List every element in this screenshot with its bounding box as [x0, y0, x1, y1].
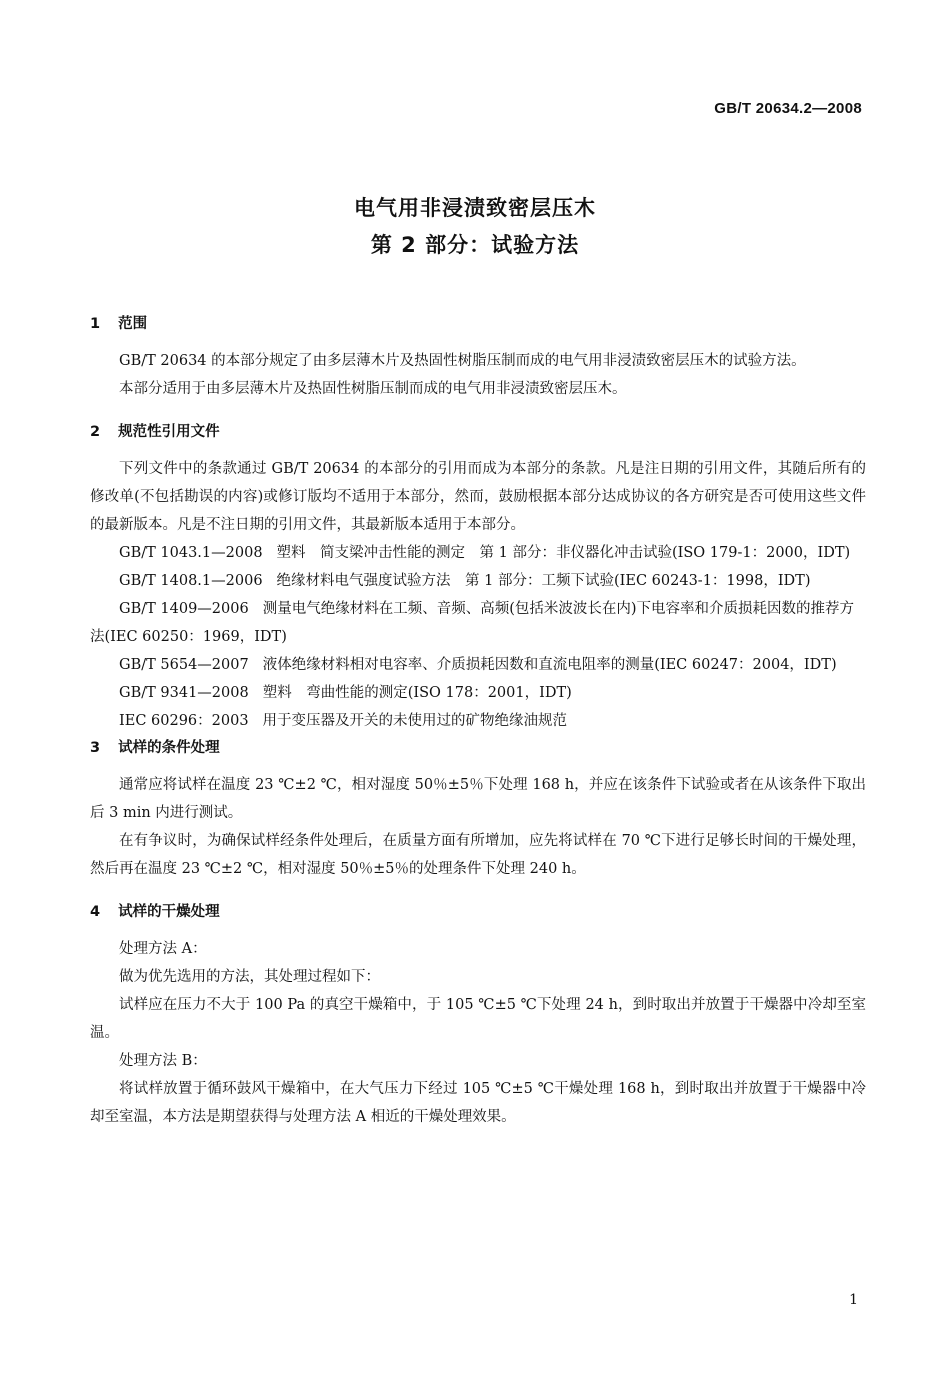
reference-item — [90, 595, 866, 651]
reference-item — [90, 679, 866, 707]
section-title: 范围 — [118, 316, 148, 332]
reference-item — [90, 651, 866, 679]
section-title: 试样的干燥处理 — [118, 904, 220, 920]
reference-item — [90, 539, 866, 567]
paragraph: 处理方法 A： — [119, 941, 207, 957]
section-title: 试样的条件处理 — [118, 740, 220, 756]
reference-text: 用于变压器及开关的未使用过的矿物绝缘油规范 — [262, 713, 568, 729]
section-heading-4 — [90, 899, 866, 925]
reference-code: GB/T 1408.1—2006 — [119, 573, 263, 589]
paragraph: 本部分适用于由多层薄木片及热固性树脂压制而成的电气用非浸渍致密层压木。 — [119, 381, 627, 397]
reference-code: GB/T 1409—2006 — [119, 601, 249, 617]
paragraph: 处理方法 B： — [119, 1053, 207, 1069]
section-number: 3 — [90, 740, 101, 756]
paragraph: 通常应将试样在温度 23 ℃±2 ℃，相对湿度 50％±5％下处理 168 h，并应在该条件下试验或者在从该条件下取出后 3 min 内进行测试。 — [90, 777, 866, 821]
reference-text: 液体绝缘材料相对电容率、介质损耗因数和直流电阻率的测量(IEC 60247：2004，IDT) — [262, 657, 837, 673]
paragraph: 做为优先选用的方法，其处理过程如下： — [119, 969, 380, 985]
document-subtitle: 第 2 部分：试验方法 — [370, 233, 580, 257]
page-number: 1 — [849, 1292, 858, 1308]
section-number: 1 — [90, 316, 101, 332]
paragraph: 下列文件中的条款通过 GB/T 20634 的本部分的引用而成为本部分的条款。凡是注日期的引用文件，其随后所有的修改单(不包括勘误的内容)或修订版均不适用于本部分，然而，鼓励根据本部分达成协议的各方研究是否可使用这些文件的最新版本。凡是不注日期的引用文件，其最新版本适用于本部分。 — [90, 461, 866, 533]
standard-code: GB/T 20634.2—2008 — [714, 100, 862, 117]
reference-text: 绝缘材料电气强度试验方法 第 1 部分：工频下试验(IEC 60243-1：1998，IDT) — [276, 573, 811, 589]
reference-code: GB/T 5654—2007 — [119, 657, 249, 673]
document-body — [90, 311, 866, 1131]
section-heading-2 — [90, 419, 866, 445]
reference-code: GB/T 9341—2008 — [119, 685, 249, 701]
section-heading-1 — [90, 311, 866, 337]
paragraph: 试样应在压力不大于 100 Pa 的真空干燥箱中，于 105 ℃±5 ℃下处理 24 h，到时取出并放置于干燥器中冷却至室温。 — [90, 997, 866, 1041]
paragraph: 将试样放置于循环鼓风干燥箱中，在大气压力下经过 105 ℃±5 ℃干燥处理 168 h，到时取出并放置于干燥器中冷却至室温，本方法是期望获得与处理方法 A 相近的干燥处理效果。 — [90, 1081, 866, 1125]
paragraph: GB/T 20634 的本部分规定了由多层薄木片及热固性树脂压制而成的电气用非浸渍致密层压木的试验方法。 — [119, 353, 806, 369]
document-title: 电气用非浸渍致密层压木 — [354, 196, 596, 220]
reference-item — [90, 707, 866, 735]
section-title: 规范性引用文件 — [118, 424, 220, 440]
paragraph: 在有争议时，为确保试样经条件处理后，在质量方面有所增加，应先将试样在 70 ℃下进行足够长时间的干燥处理，然后再在温度 23 ℃±2 ℃，相对湿度 50％±5％的处理条件下处理 240 h。 — [90, 833, 866, 877]
reference-item — [90, 567, 866, 595]
section-number: 4 — [90, 904, 101, 920]
section-heading-3 — [90, 735, 866, 761]
reference-code: IEC 60296：2003 — [119, 713, 249, 729]
reference-code: GB/T 1043.1—2008 — [119, 545, 263, 561]
reference-text: 塑料 弯曲性能的测定(ISO 178：2001，IDT) — [262, 685, 572, 701]
reference-text: 测量电气绝缘材料在工频、音频、高频(包括米波波长在内)下电容率和介质损耗因数的推荐方法(IEC 60250：1969，IDT) — [90, 601, 855, 645]
section-number: 2 — [90, 424, 101, 440]
reference-text: 塑料 简支梁冲击性能的测定 第 1 部分：非仪器化冲击试验(ISO 179-1：2000，IDT) — [276, 545, 851, 561]
